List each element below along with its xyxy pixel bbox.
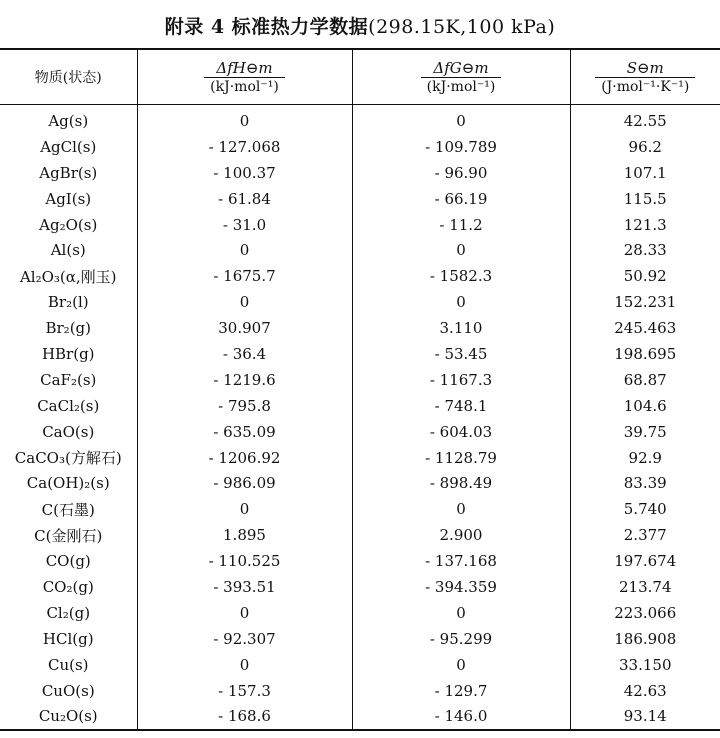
cell-enthalpy: - 986.09	[137, 470, 352, 496]
table-row	[0, 212, 720, 238]
title-condition: (298.15K,100 kPa)	[368, 16, 556, 38]
cell-substance: Br₂(g)	[45, 319, 91, 338]
page-title	[0, 12, 720, 39]
cell-gibbs: - 137.168	[352, 548, 570, 574]
table-row	[0, 548, 720, 574]
cell-enthalpy: - 100.37	[137, 160, 352, 186]
table-row	[0, 393, 720, 419]
header-gibbs	[352, 49, 570, 105]
cell-substance: HBr(g)	[41, 344, 95, 363]
cell-gibbs: - 66.19	[352, 186, 570, 212]
cell-entropy: 223.066	[570, 600, 720, 626]
cell-gibbs: - 898.49	[352, 470, 570, 496]
cell-entropy: 50.92	[570, 263, 720, 289]
cell-substance: Ca(OH)₂(s)	[26, 474, 110, 493]
cell-entropy: 28.33	[570, 237, 720, 263]
table-row	[0, 419, 720, 445]
header-entropy	[570, 49, 720, 105]
cell-enthalpy: 0	[137, 289, 352, 315]
cell-enthalpy: - 110.525	[137, 548, 352, 574]
cell-entropy: 42.63	[570, 678, 720, 704]
table-row	[0, 626, 720, 652]
cell-substance: C(金刚石)	[34, 526, 103, 545]
cell-gibbs: - 95.299	[352, 626, 570, 652]
cell-gibbs: - 96.90	[352, 160, 570, 186]
cell-substance: CuO(s)	[41, 681, 95, 700]
cell-substance: Ag₂O(s)	[39, 215, 98, 234]
table-row	[0, 367, 720, 393]
cell-gibbs: 0	[352, 105, 570, 134]
table-row	[0, 186, 720, 212]
cell-enthalpy: - 1206.92	[137, 445, 352, 471]
cell-enthalpy: - 61.84	[137, 186, 352, 212]
cell-enthalpy: - 795.8	[137, 393, 352, 419]
cell-entropy: 92.9	[570, 445, 720, 471]
cell-enthalpy: - 157.3	[137, 678, 352, 704]
cell-entropy: 121.3	[570, 212, 720, 238]
cell-substance: HCl(g)	[42, 629, 94, 648]
cell-substance: Cu₂O(s)	[38, 707, 98, 726]
cell-gibbs: - 53.45	[352, 341, 570, 367]
cell-substance: CO₂(g)	[42, 577, 94, 596]
cell-enthalpy: - 92.307	[137, 626, 352, 652]
cell-gibbs: - 1582.3	[352, 263, 570, 289]
cell-entropy: 2.377	[570, 522, 720, 548]
cell-substance: AgCl(s)	[40, 137, 97, 156]
cell-entropy: 33.150	[570, 652, 720, 678]
cell-entropy: 186.908	[570, 626, 720, 652]
cell-enthalpy: - 393.51	[137, 574, 352, 600]
cell-entropy: 115.5	[570, 186, 720, 212]
cell-substance: Al(s)	[50, 241, 86, 260]
table-row	[0, 341, 720, 367]
cell-enthalpy: 0	[137, 105, 352, 134]
cell-enthalpy: - 127.068	[137, 134, 352, 160]
cell-substance: C(石墨)	[41, 500, 95, 519]
table-row	[0, 652, 720, 678]
cell-enthalpy: - 1675.7	[137, 263, 352, 289]
cell-enthalpy: - 1219.6	[137, 367, 352, 393]
header-gibbs-unit: (kJ·mol⁻¹)	[421, 77, 502, 95]
table-row	[0, 134, 720, 160]
table-row	[0, 600, 720, 626]
cell-substance: AgI(s)	[45, 189, 92, 208]
header-enthalpy-symbol: ΔfH⊖m	[216, 59, 273, 77]
cell-enthalpy: 0	[137, 496, 352, 522]
title-main: 附录 4 标准热力学数据	[164, 16, 369, 38]
cell-substance: Ag(s)	[48, 111, 89, 130]
cell-gibbs: 2.900	[352, 522, 570, 548]
header-gibbs-symbol: ΔfG⊖m	[433, 59, 489, 77]
cell-gibbs: 0	[352, 289, 570, 315]
table-row	[0, 263, 720, 289]
cell-entropy: 39.75	[570, 419, 720, 445]
cell-enthalpy: 0	[137, 237, 352, 263]
cell-entropy: 5.740	[570, 496, 720, 522]
cell-entropy: 96.2	[570, 134, 720, 160]
cell-gibbs: - 604.03	[352, 419, 570, 445]
cell-substance: Al₂O₃(α,刚玉)	[19, 267, 117, 286]
cell-gibbs: 0	[352, 237, 570, 263]
thermo-data-table	[0, 48, 720, 731]
table-row	[0, 237, 720, 263]
cell-enthalpy: - 635.09	[137, 419, 352, 445]
table-row	[0, 496, 720, 522]
cell-gibbs: 3.110	[352, 315, 570, 341]
header-enthalpy-unit: (kJ·mol⁻¹)	[204, 77, 285, 95]
header-substance: 物质(状态)	[0, 49, 137, 105]
table-row	[0, 289, 720, 315]
cell-entropy: 42.55	[570, 105, 720, 134]
cell-gibbs: - 748.1	[352, 393, 570, 419]
table-row	[0, 703, 720, 730]
cell-enthalpy: - 31.0	[137, 212, 352, 238]
cell-enthalpy: - 36.4	[137, 341, 352, 367]
cell-entropy: 83.39	[570, 470, 720, 496]
cell-entropy: 213.74	[570, 574, 720, 600]
cell-entropy: 68.87	[570, 367, 720, 393]
cell-gibbs: - 394.359	[352, 574, 570, 600]
table-row	[0, 160, 720, 186]
header-entropy-symbol: S⊖m	[626, 59, 664, 77]
cell-substance: CO(g)	[45, 552, 91, 571]
cell-gibbs: 0	[352, 652, 570, 678]
cell-substance: CaCl₂(s)	[37, 396, 100, 415]
cell-gibbs: - 146.0	[352, 703, 570, 730]
table-row	[0, 678, 720, 704]
cell-gibbs: - 129.7	[352, 678, 570, 704]
cell-gibbs: 0	[352, 496, 570, 522]
cell-entropy: 107.1	[570, 160, 720, 186]
cell-entropy: 198.695	[570, 341, 720, 367]
cell-gibbs: - 1167.3	[352, 367, 570, 393]
header-row	[0, 49, 720, 105]
cell-enthalpy: 0	[137, 652, 352, 678]
cell-enthalpy: 1.895	[137, 522, 352, 548]
cell-gibbs: - 1128.79	[352, 445, 570, 471]
cell-substance: Br₂(l)	[47, 293, 89, 312]
cell-gibbs: - 109.789	[352, 134, 570, 160]
table-row	[0, 315, 720, 341]
cell-substance: CaCO₃(方解石)	[14, 449, 122, 468]
table-row	[0, 574, 720, 600]
table-row	[0, 105, 720, 134]
cell-entropy: 197.674	[570, 548, 720, 574]
cell-entropy: 245.463	[570, 315, 720, 341]
cell-entropy: 104.6	[570, 393, 720, 419]
cell-entropy: 152.231	[570, 289, 720, 315]
header-entropy-unit: (J·mol⁻¹·K⁻¹)	[595, 77, 695, 95]
cell-enthalpy: 30.907	[137, 315, 352, 341]
table-row	[0, 470, 720, 496]
cell-gibbs: 0	[352, 600, 570, 626]
table-row	[0, 522, 720, 548]
cell-enthalpy: - 168.6	[137, 703, 352, 730]
table-row	[0, 445, 720, 471]
cell-substance: Cl₂(g)	[46, 603, 91, 622]
cell-substance: CaO(s)	[42, 422, 95, 441]
cell-substance: AgBr(s)	[39, 163, 98, 182]
header-enthalpy	[137, 49, 352, 105]
cell-substance: Cu(s)	[47, 655, 89, 674]
cell-enthalpy: 0	[137, 600, 352, 626]
cell-entropy: 93.14	[570, 703, 720, 730]
cell-substance: CaF₂(s)	[40, 370, 97, 389]
cell-gibbs: - 11.2	[352, 212, 570, 238]
